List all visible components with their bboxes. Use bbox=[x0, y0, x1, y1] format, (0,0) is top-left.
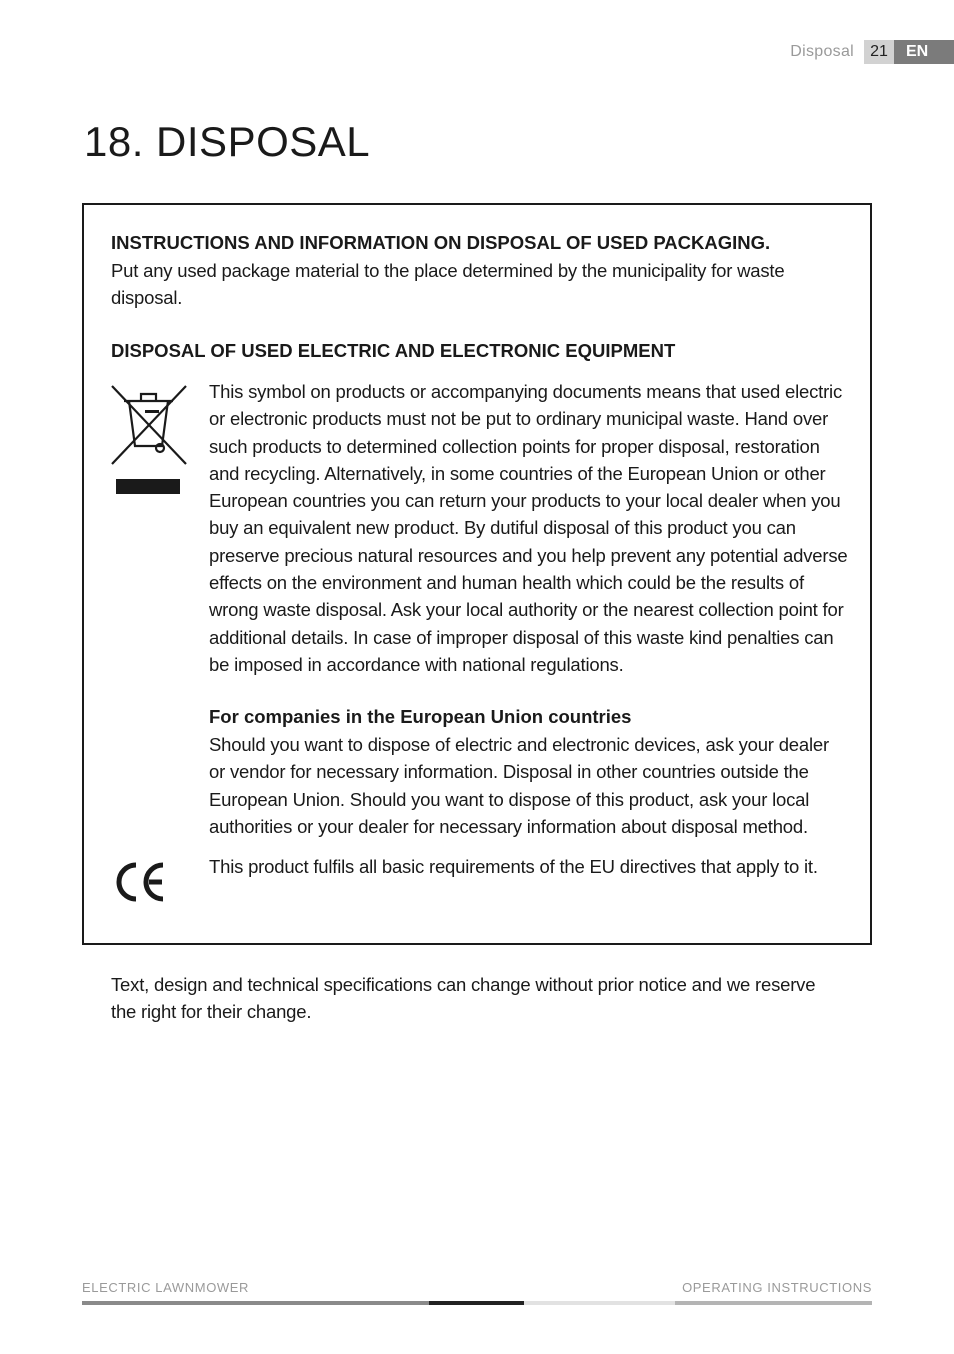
ce-text: This product fulfils all basic requirements of the EU directives that apply to it. bbox=[209, 856, 818, 877]
crossed-out-wheelie-bin-icon bbox=[110, 382, 188, 496]
page-title: 18. DISPOSAL bbox=[84, 118, 371, 165]
footer-bar-segment bbox=[675, 1301, 872, 1305]
packaging-text: Put any used package material to the place determined by the municipality for waste disposal. bbox=[111, 260, 785, 309]
footer-bar-segment bbox=[524, 1301, 675, 1305]
eu-companies-heading: For companies in the European Union countries bbox=[209, 706, 632, 727]
ce-mark-icon bbox=[110, 858, 168, 906]
header-page-number: 21 bbox=[864, 40, 894, 64]
footer-bar-segment bbox=[82, 1301, 429, 1305]
header-language: EN bbox=[894, 40, 954, 64]
packaging-heading: INSTRUCTIONS AND INFORMATION ON DISPOSAL OF USED PACKAGING. bbox=[111, 232, 771, 253]
header-section-name: Disposal bbox=[790, 43, 854, 60]
page-header bbox=[790, 40, 954, 64]
footer-document-type: OPERATING INSTRUCTIONS bbox=[682, 1280, 872, 1295]
footer-product-name: ELECTRIC LAWNMOWER bbox=[82, 1280, 250, 1295]
change-notice: Text, design and technical specifications can change without prior notice and we reserve the right for their change. bbox=[111, 974, 816, 1023]
footer-bar-segment bbox=[429, 1301, 524, 1305]
eu-companies-text: Should you want to dispose of electric and electronic devices, ask your dealer or vendor for necessary information. Disposal in other countries outside the European Union. Should you want to dispose of this product, ask your local authorities or your dealer for necessary information about disposal method. bbox=[209, 734, 829, 837]
weee-text: This symbol on products or accompanying documents means that used electric or electronic products must not be put to ordinary municipal waste. Hand over such products to determined collection points for proper disposal, restoration and recycling. Alternatively, in some countries of the European Union or other European countries you can return your products to your local dealer when you buy an equivalent new product. By dutiful disposal of this product you can preserve precious natural resources and you help prevent any potential adverse effects on the environment and human health which could be the results of wrong waste disposal. Ask your local authority or the nearest collection point for additional details. In case of improper disposal of this waste kind penalties can be imposed in accordance with national regulations. bbox=[209, 381, 848, 675]
weee-heading: DISPOSAL OF USED ELECTRIC AND ELECTRONIC EQUIPMENT bbox=[111, 340, 676, 361]
